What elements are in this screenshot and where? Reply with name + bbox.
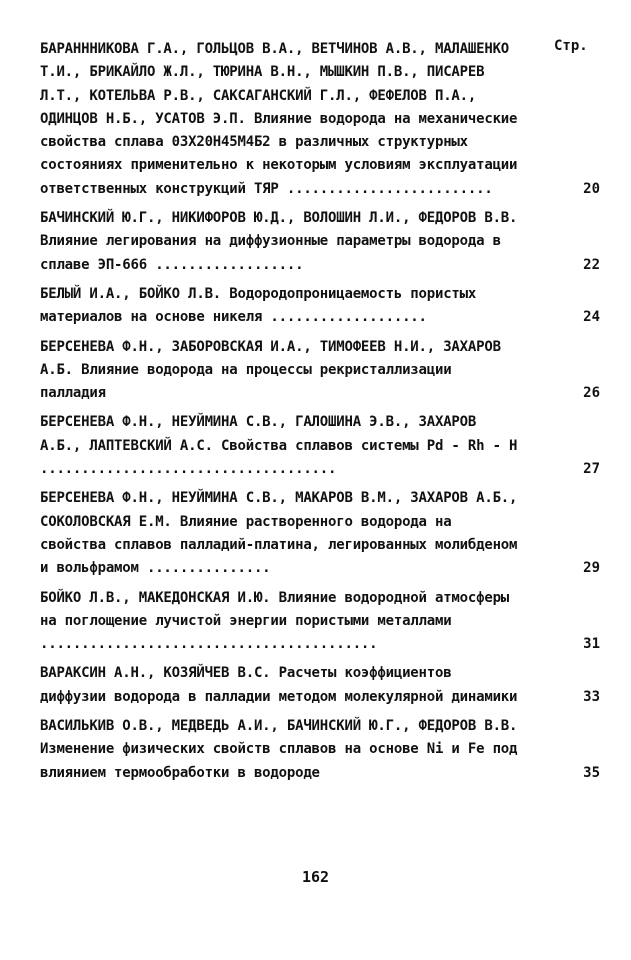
toc-entry [40, 38, 600, 201]
toc-entry-text: БОЙКО Л.В., МАКЕДОНСКАЯ И.Ю. Влияние водородной атмосферы на поглощение лучистой энергии пористыми металлами ......................................... [40, 589, 510, 653]
toc-entry-page: 29 [583, 560, 600, 577]
toc-entry-text: БЕРСЕНЕВА Ф.Н., ЗАБОРОВСКАЯ И.А., ТИМОФЕЕВ Н.И., ЗАХАРОВ А.Б. Влияние водорода на процессы рекристаллизации палладия [40, 338, 501, 402]
toc-entry-page: 33 [583, 688, 600, 705]
toc-entry-text: ВАСИЛЬКИВ О.В., МЕДВЕДЬ А.И., БАЧИНСКИЙ Ю.Г., ФЕДОРОВ В.В. Изменение физических свойств сплавов на основе Ni и Fe под влиянием термообработки в водороде [40, 718, 518, 781]
page-column-header: Стр. [554, 38, 588, 54]
toc-entry [40, 587, 600, 657]
toc-entry-text: БАЧИНСКИЙ Ю.Г., НИКИФОРОВ Ю.Д., ВОЛОШИН Л.И., ФЕДОРОВ В.В. Влияние легирования на диффузионные параметры водорода в сплаве ЭП-666 .................. [40, 210, 518, 273]
toc-entry-page: 35 [583, 764, 600, 781]
toc-entry-text: БЕРСЕНЕВА Ф.Н., НЕУЙМИНА С.В., МАКАРОВ В.М., ЗАХАРОВ А.Б., СОКОЛОВСКАЯ Е.М. Влияние растворенного водорода на свойства сплавов палладий-платина, легированных молибденом и вольфрамом ............... [40, 490, 518, 577]
toc-entry-page: 27 [583, 461, 600, 478]
toc-entry-text: ВАРАКСИН А.Н., КОЗЯЙЧЕВ В.С. Расчеты коэффициентов диффузии водорода в палладии методом молекулярной динамики [40, 665, 518, 705]
toc-entry [40, 336, 600, 406]
toc-entry [40, 715, 600, 785]
toc-entry [40, 662, 600, 709]
table-of-contents [40, 38, 600, 791]
toc-entry-page: 20 [583, 180, 600, 197]
toc-entry-page: 31 [583, 636, 600, 653]
toc-entry-page: 24 [583, 309, 600, 326]
page-number: 162 [301, 868, 330, 886]
toc-entry-page: 26 [583, 385, 600, 402]
toc-entry-text: БЕРСЕНЕВА Ф.Н., НЕУЙМИНА С.В., ГАЛОШИНА Э.В., ЗАХАРОВ А.Б., ЛАПТЕВСКИЙ А.С. Свойства сплавов системы Pd - Rh - H .................................... [40, 414, 518, 478]
toc-entry [40, 487, 600, 580]
toc-entry-text: БАРАНННИКОВА Г.А., ГОЛЬЦОВ В.А., ВЕТЧИНОВ А.В., МАЛАШЕНКО Т.И., БРИКАЙЛО Ж.Л., ТЮРИНА В.Н., МЫШКИН П.В., ПИСАРЕВ Л.Т., КОТЕЛЬВА Р.В., САКСАГАНСКИЙ Г.Л., ФЕФЕЛОВ П.А., ОДИНЦОВ Н.Б., УСАТОВ Э.П. Влияние водорода на механические свойства сплава 03Х20Н45М4Б2 в различных структурных состояниях применительно к некоторым условиям эксплуатации ответственных конструкций ТЯР ......................... [40, 41, 518, 197]
toc-entry [40, 411, 600, 481]
toc-entry-page: 22 [583, 256, 600, 273]
toc-entry [40, 207, 600, 277]
toc-entry-text: БЕЛЫЙ И.А., БОЙКО Л.В. Водородопроницаемость пористых материалов на основе никеля ................... [40, 285, 477, 326]
toc-entry [40, 283, 600, 330]
